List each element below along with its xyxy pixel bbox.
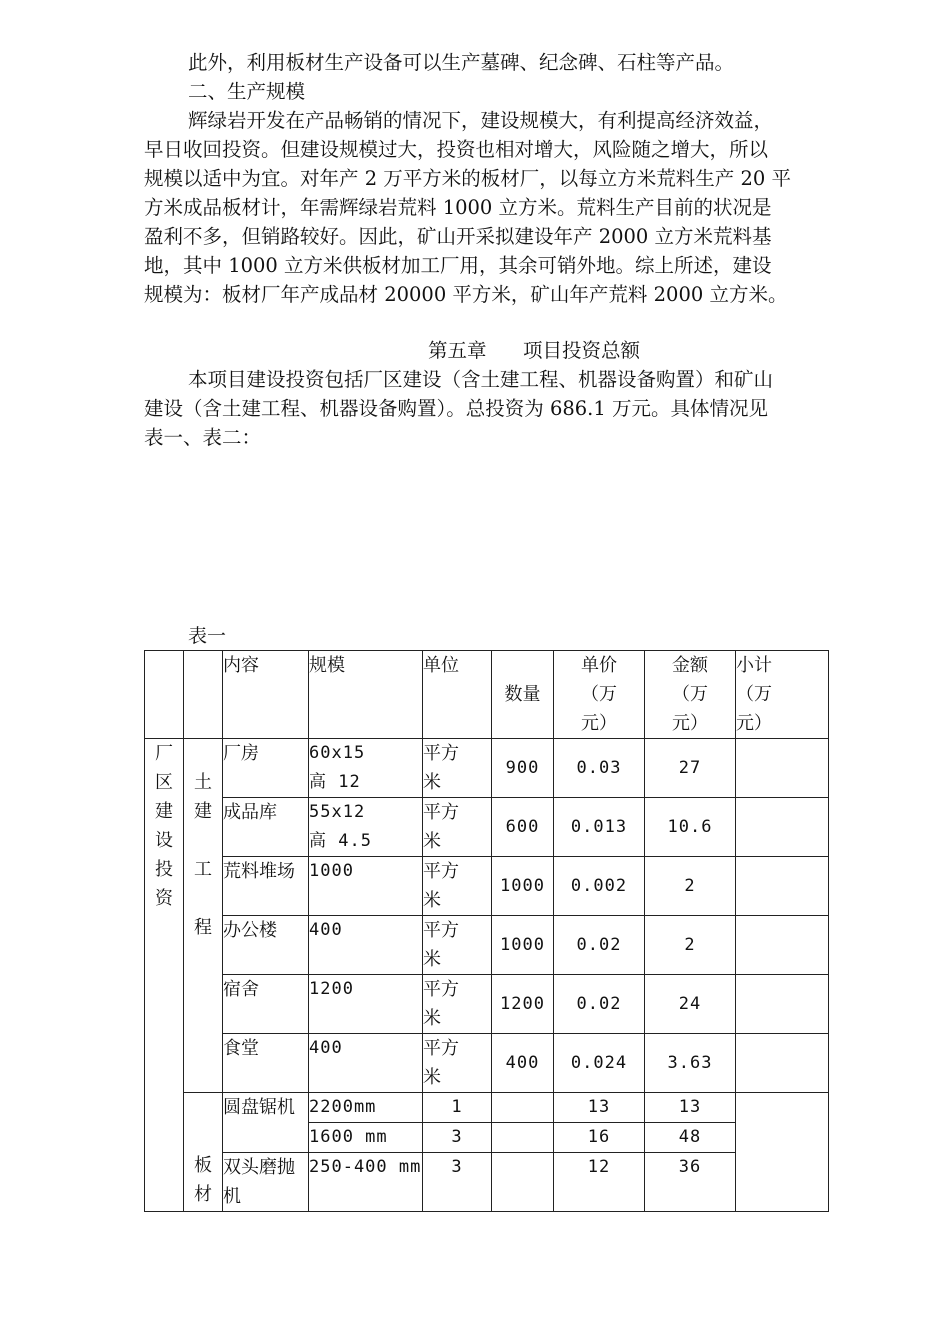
- cell-unit: 平方 米: [423, 975, 492, 1034]
- cell-unit-price: 0.03: [554, 739, 645, 798]
- text-line: 方米成品板材计，年需辉绿岩荒料 1000 立方米。荒料生产目前的状况是: [144, 196, 772, 219]
- table-row: [145, 1034, 829, 1093]
- header-empty-cell: [184, 651, 223, 739]
- cell-content: 双头磨抛机: [223, 1153, 309, 1212]
- cell-unit-price: 12: [554, 1153, 645, 1212]
- cell-content: 宿舍: [223, 975, 309, 1034]
- cell-amount: 3.63: [645, 1034, 736, 1093]
- cell-unit: 3: [423, 1123, 492, 1153]
- cell-quantity: 400: [492, 1034, 554, 1093]
- cell-unit: 平方 米: [423, 739, 492, 798]
- cell-quantity: [492, 1123, 554, 1153]
- text-line: 盈利不多，但销路较好。因此，矿山开采拟建设年产 2000 立方米荒料基: [144, 225, 772, 248]
- cell-unit-price: 13: [554, 1093, 645, 1123]
- cell-unit: 平方 米: [423, 1034, 492, 1093]
- cell-amount: 2: [645, 916, 736, 975]
- cell-subtotal: [736, 857, 829, 916]
- cell-scale: 2200mm: [309, 1093, 423, 1123]
- investment-table: [144, 650, 829, 1212]
- chapter-heading: [144, 336, 924, 365]
- cell-amount: 27: [645, 739, 736, 798]
- text-line: 此外，利用板材生产设备可以生产墓碑、纪念碑、石柱等产品。: [188, 51, 735, 74]
- text-line: 表一、表二：: [144, 426, 262, 449]
- cell-scale: 250-400 mm: [309, 1153, 423, 1212]
- cell-unit-price: 0.013: [554, 798, 645, 857]
- intro-paragraph: [144, 48, 864, 77]
- cell-quantity: [492, 1093, 554, 1123]
- header-scale: 规模: [309, 651, 423, 739]
- text-line: 规模以适中为宜。对年产 2 万平方米的板材厂，以每立方米荒料生产 20 平: [144, 167, 792, 190]
- table-row: [145, 739, 829, 798]
- cell-unit: 1: [423, 1093, 492, 1123]
- text-line: 建设（含土建工程、机器设备购置）。总投资为 686.1 万元。具体情况见: [144, 397, 768, 420]
- cell-unit: 3: [423, 1153, 492, 1212]
- cell-quantity: 600: [492, 798, 554, 857]
- cell-unit: 平方 米: [423, 798, 492, 857]
- cell-subtotal: [736, 975, 829, 1034]
- cell-unit-price: 16: [554, 1123, 645, 1153]
- cell-scale: 55x12 高 4.5: [309, 798, 423, 857]
- table-row: [145, 916, 829, 975]
- cell-scale: 1600 mm: [309, 1123, 423, 1153]
- scale-paragraph: [144, 106, 864, 309]
- cell-quantity: 900: [492, 739, 554, 798]
- text-line: 辉绿岩开发在产品畅销的情况下，建设规模大，有利提高经济效益，: [188, 109, 774, 132]
- cell-content: 荒料堆场: [223, 857, 309, 916]
- cell-unit: 平方 米: [423, 857, 492, 916]
- table-header-row: [145, 651, 829, 739]
- cell-quantity: 1000: [492, 916, 554, 975]
- cell-subtotal: [736, 739, 829, 798]
- table-caption: 表一: [188, 625, 227, 647]
- cell-amount: 36: [645, 1153, 736, 1212]
- header-quantity: 数量: [492, 651, 554, 739]
- cell-content: 圆盘锯机: [223, 1093, 309, 1153]
- header-empty-cell: [145, 651, 184, 739]
- cell-scale: 400: [309, 916, 423, 975]
- table-row: [145, 798, 829, 857]
- text-line: 规模为：板材厂年产成品材 20000 平方米，矿山年产荒料 2000 立方米。: [144, 283, 788, 306]
- cell-amount: 48: [645, 1123, 736, 1153]
- text-line: 地，其中 1000 立方米供板材加工厂用，其余可销外地。综上所述，建设: [144, 254, 772, 277]
- investment-paragraph: [144, 365, 864, 452]
- text-line: 早日收回投资。但建设规模过大，投资也相对增大，风险随之增大，所以: [144, 138, 769, 161]
- chapter-title: 项目投资总额: [522, 339, 640, 362]
- cell-quantity: 1000: [492, 857, 554, 916]
- cell-unit-price: 0.02: [554, 975, 645, 1034]
- header-content: 内容: [223, 651, 309, 739]
- cell-unit: 平方 米: [423, 916, 492, 975]
- group-board-equipment: 板 材: [184, 1093, 223, 1212]
- cell-unit-price: 0.024: [554, 1034, 645, 1093]
- group-factory-investment: 厂 区 建 设 投 资: [145, 739, 184, 1212]
- cell-content: 办公楼: [223, 916, 309, 975]
- cell-unit-price: 0.02: [554, 916, 645, 975]
- table-row: [145, 1153, 829, 1212]
- cell-unit-price: 0.002: [554, 857, 645, 916]
- cell-subtotal: [736, 916, 829, 975]
- cell-scale: 60x15 高 12: [309, 739, 423, 798]
- cell-scale: 1200: [309, 975, 423, 1034]
- section-heading: 二、生产规模: [188, 80, 306, 103]
- header-amount: 金额 （万 元）: [645, 651, 736, 739]
- header-subtotal: 小计 （万 元）: [736, 651, 829, 739]
- cell-amount: 2: [645, 857, 736, 916]
- cell-subtotal: [736, 1093, 829, 1212]
- cell-scale: 400: [309, 1034, 423, 1093]
- cell-content: 食堂: [223, 1034, 309, 1093]
- table-row: [145, 975, 829, 1034]
- cell-amount: 13: [645, 1093, 736, 1123]
- table-row: [145, 857, 829, 916]
- group-civil-engineering: 土 建 工 程: [184, 739, 223, 1093]
- table-row: [145, 1093, 829, 1123]
- cell-amount: 24: [645, 975, 736, 1034]
- cell-quantity: [492, 1153, 554, 1212]
- cell-scale: 1000: [309, 857, 423, 916]
- cell-subtotal: [736, 1034, 829, 1093]
- chapter-number: 第五章: [428, 339, 487, 362]
- text-line: 本项目建设投资包括厂区建设（含土建工程、机器设备购置）和矿山: [188, 368, 774, 391]
- cell-content: 厂房: [223, 739, 309, 798]
- header-unit: 单位: [423, 651, 492, 739]
- cell-amount: 10.6: [645, 798, 736, 857]
- cell-quantity: 1200: [492, 975, 554, 1034]
- cell-subtotal: [736, 798, 829, 857]
- cell-content: 成品库: [223, 798, 309, 857]
- header-unit-price: 单价 （万 元）: [554, 651, 645, 739]
